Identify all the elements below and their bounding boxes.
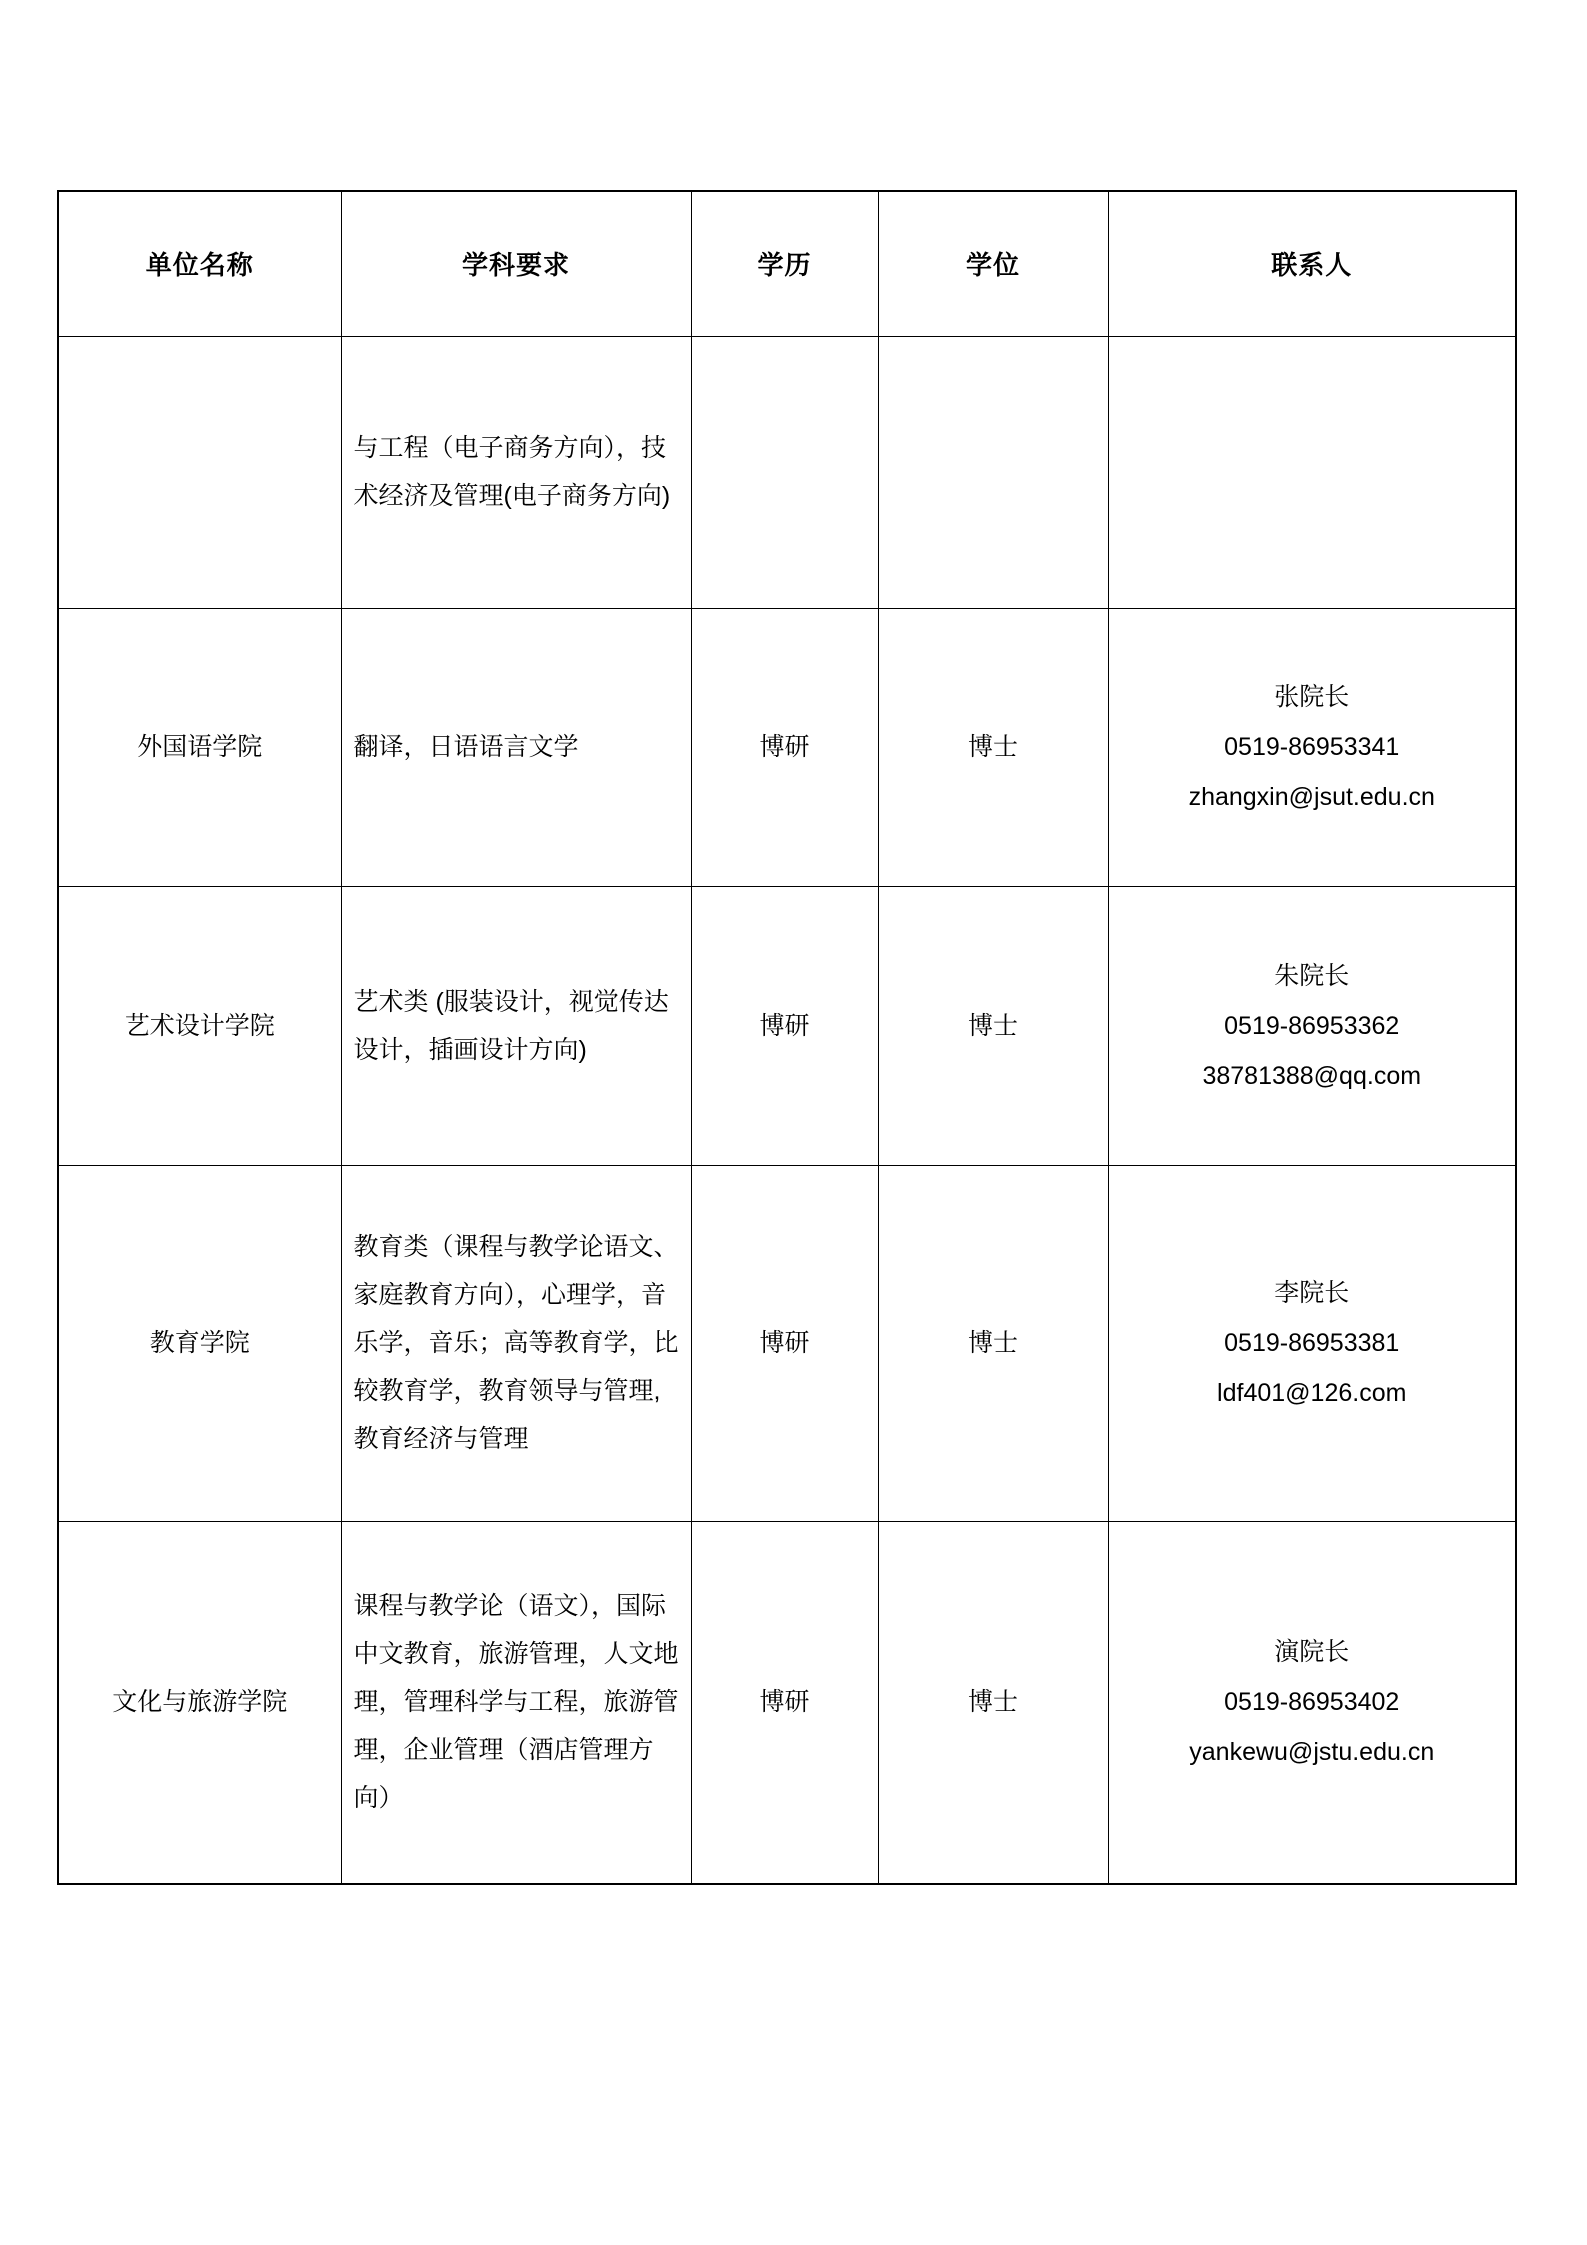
cell-major: 翻译，日语语言文学 [341,608,691,886]
cell-unit [58,336,341,608]
cell-education: 博研 [691,886,878,1165]
cell-major: 与工程（电子商务方向），技术经济及管理(电子商务方向) [341,336,691,608]
cell-major: 艺术类 (服装设计，视觉传达设计，插画设计方向) [341,886,691,1165]
cell-major: 教育类（课程与教学论语文、家庭教育方向），心理学，音乐学，音乐；高等教育学，比较教育学，教育领导与管理,教育经济与管理 [341,1165,691,1521]
cell-education [691,336,878,608]
column-header-degree: 学位 [878,191,1108,336]
cell-contact [1108,886,1516,1165]
column-header-education: 学历 [691,191,878,336]
cell-major: 课程与教学论（语文），国际中文教育，旅游管理，人文地理，管理科学与工程，旅游管理，企业管理（酒店管理方向） [341,1521,691,1884]
contact-name: 张院长 [1274,683,1350,711]
table-row [58,1165,1516,1521]
recruitment-table [57,190,1517,1885]
cell-education: 博研 [691,1521,878,1884]
column-header-unit: 单位名称 [58,191,341,336]
cell-education: 博研 [691,608,878,886]
cell-contact [1108,336,1516,608]
cell-degree [878,336,1108,608]
cell-contact [1108,1521,1516,1884]
column-header-contact: 联系人 [1108,191,1516,336]
table-header [58,191,1516,336]
column-header-major: 学科要求 [341,191,691,336]
contact-email: 38781388@qq.com [1202,1061,1422,1090]
cell-unit: 文化与旅游学院 [58,1521,341,1884]
cell-unit: 教育学院 [58,1165,341,1521]
table-row [58,608,1516,886]
contact-email: zhangxin@jsut.edu.cn [1188,783,1435,811]
table-row [58,886,1516,1165]
cell-contact [1108,1165,1516,1521]
recruitment-table-container [57,190,1515,1885]
table-row [58,1521,1516,1884]
cell-unit: 艺术设计学院 [58,886,341,1165]
contact-email: yankewu@jstu.edu.cn [1189,1738,1435,1767]
contact-name: 朱院长 [1274,961,1350,990]
cell-degree: 博士 [878,1165,1108,1521]
contact-phone: 0519-86953362 [1224,1011,1400,1040]
contact-email: ldf401@126.com [1217,1379,1407,1407]
table-row [58,336,1516,608]
contact-phone: 0519-86953341 [1224,733,1400,761]
table-body [58,336,1516,1884]
table-header-row [58,191,1516,336]
contact-phone: 0519-86953402 [1224,1688,1400,1717]
contact-phone: 0519-86953381 [1224,1329,1400,1357]
cell-contact [1108,608,1516,886]
contact-name: 演院长 [1274,1638,1350,1667]
cell-degree: 博士 [878,608,1108,886]
cell-degree: 博士 [878,1521,1108,1884]
cell-education: 博研 [691,1165,878,1521]
cell-unit: 外国语学院 [58,608,341,886]
cell-degree: 博士 [878,886,1108,1165]
contact-name: 李院长 [1274,1279,1350,1307]
